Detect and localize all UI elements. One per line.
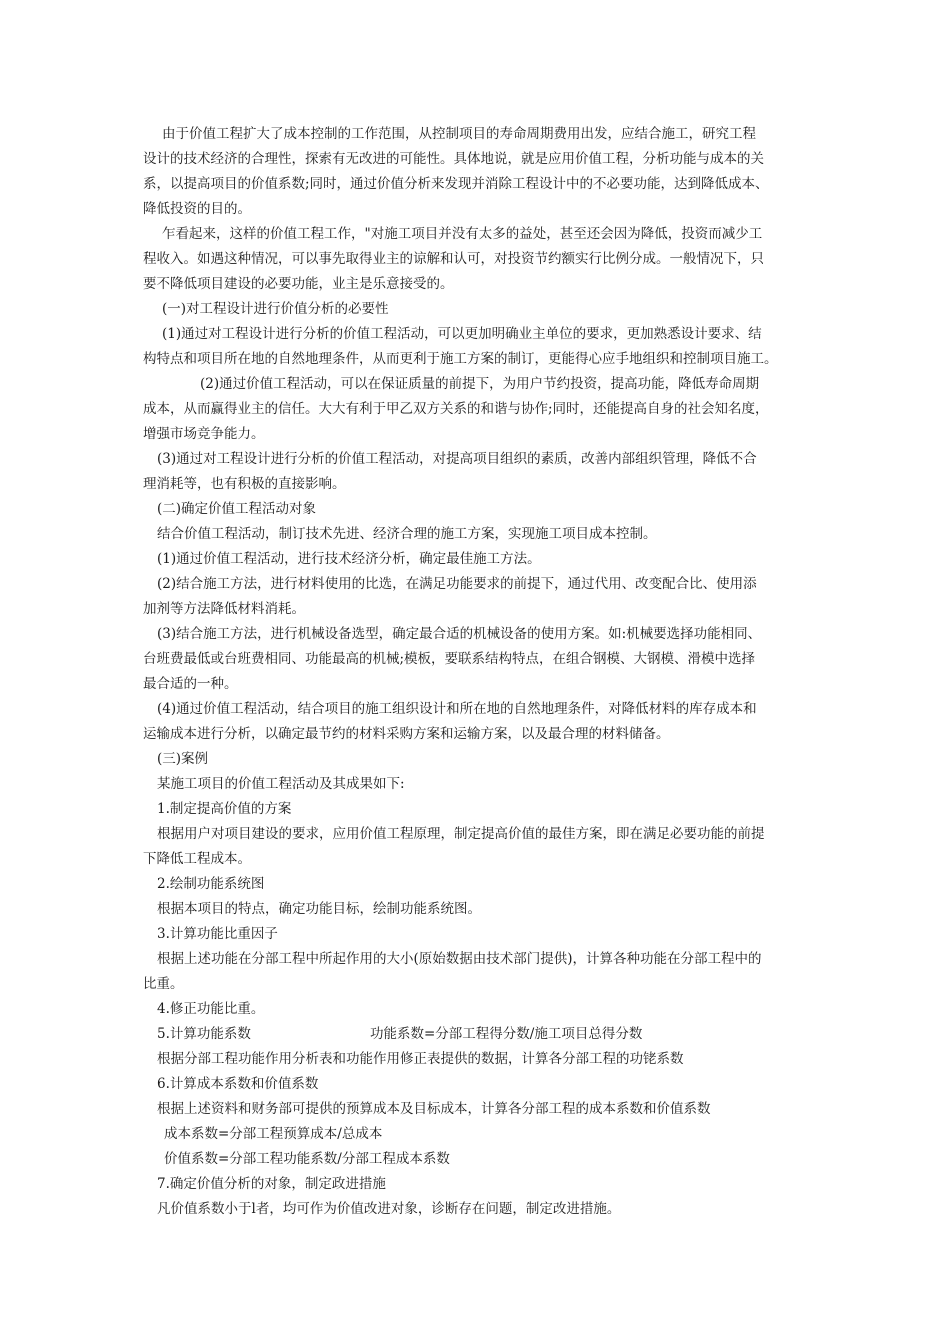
subheading: 1.制定提高价值的方案: [157, 801, 292, 817]
formula: 功能系数=分部工程得分数/施工项目总得分数: [370, 1026, 643, 1042]
text-line: 构特点和项目所在地的自然地理条件，从而更利于施工方案的制订，更能得心应手地组织和控制项目施工。: [143, 351, 778, 367]
text-line: (4)通过价值工程活动，结合项目的施工组织设计和所在地的自然地理条件，对降低材料的库存成本和: [157, 701, 757, 717]
subheading: 7.确定价值分析的对象，制定政进措施: [157, 1176, 386, 1192]
text-line: 降低投资的目的。: [143, 201, 251, 217]
text-line: (2)结合施工方法，进行材料使用的比选，在满足功能要求的前提下，通过代用、改变配合比、使用添: [157, 576, 757, 592]
text-line: 根据本项目的特点，确定功能目标，绘制功能系统图。: [157, 901, 481, 917]
text-line: 系，以提高项目的价值系数;同时，通过价值分析来发现并消除工程设计中的不必要功能，达到降低成本、: [143, 176, 769, 192]
subheading: 2.绘制功能系统图: [157, 876, 265, 892]
text-line: 凡价值系数小于l者，均可作为价值改进对象，诊断存在问题，制定改进措施。: [157, 1201, 621, 1217]
text-line: 某施工项目的价值工程活动及其成果如下:: [157, 776, 405, 792]
text-line: 结合价值工程活动，制订技术先进、经济合理的施工方案，实现施工项目成本控制。: [157, 526, 657, 542]
text-line: 增强市场竞争能力。: [143, 426, 265, 442]
text-line: 运输成本进行分析，以确定最节约的材料采购方案和运输方案，以及最合理的材料储备。: [143, 726, 670, 742]
text-line: 根据用户对项目建设的要求，应用价值工程原理，制定提高价值的最佳方案，即在满足必要功能的前提: [157, 826, 765, 842]
text-line: 根据上述资料和财务部可提供的预算成本及目标成本，计算各分部工程的成本系数和价值系数: [157, 1101, 711, 1117]
subheading: 5.计算功能系数: [157, 1026, 251, 1042]
text-line: 根据上述功能在分部工程中所起作用的大小(原始数据由技术部门提供)，计算各种功能在分部工程中的: [157, 951, 762, 967]
formula: 成本系数=分部工程预算成本/总成本: [164, 1126, 383, 1142]
formula: 价值系数=分部工程功能系数/分部工程成本系数: [164, 1151, 450, 1167]
subheading: 4.修正功能比重。: [157, 1001, 265, 1017]
text-line: 由于价值工程扩大了成本控制的工作范围，从控制项目的寿命周期费用出发，应结合施工，研究工程: [162, 126, 756, 142]
subheading: 3.计算功能比重因子: [157, 926, 278, 942]
text-line: 程收入。如遇这种情况，可以事先取得业主的谅解和认可，对投资节约额实行比例分成。一般情况下，只: [143, 251, 764, 267]
text-line: 乍看起来，这样的价值工程工作，"对施工项目并没有太多的益处，甚至还会因为降低，投资而减少工: [162, 226, 763, 242]
text-line: (3)结合施工方法，进行机械设备选型，确定最合适的机械设备的使用方案。如:机械要选择功能相同、: [157, 626, 762, 642]
text-line: (2)通过价值工程活动，可以在保证质量的前提下，为用户节约投资，提高功能，降低寿命周期: [200, 376, 760, 392]
section-heading: (三)案例: [157, 751, 209, 767]
text-line: 根据分部工程功能作用分析表和功能作用修正表提供的数据，计算各分部工程的功铑系数: [157, 1051, 684, 1067]
text-line: (1)通过价值工程活动，进行技术经济分析，确定最佳施工方法。: [157, 551, 541, 567]
text-line: 比重。: [143, 976, 184, 992]
text-line: 最合适的一种。: [143, 676, 238, 692]
section-heading: (一)对工程设计进行价值分析的必要性: [162, 301, 389, 317]
text-line: 台班费最低或台班费相同、功能最高的机械;模板，要联系结构特点，在组合钢模、大钢模、滑模中选择: [143, 651, 756, 667]
subheading: 6.计算成本系数和价值系数: [157, 1076, 319, 1092]
text-line: 理消耗等，也有积极的直接影响。: [143, 476, 346, 492]
section-heading: (二)确定价值工程活动对象: [157, 501, 317, 517]
text-line: 下降低工程成本。: [143, 851, 251, 867]
text-line: 设计的技术经济的合理性，探索有无改进的可能性。具体地说，就是应用价值工程，分析功能与成本的关: [143, 151, 764, 167]
text-line: 成本，从而赢得业主的信任。大大有利于甲乙双方关系的和谐与协作;同时，还能提高自身的社会知名度，: [143, 401, 769, 417]
text-line: 要不降低项目建设的必要功能，业主是乐意接受的。: [143, 276, 454, 292]
text-line: (3)通过对工程设计进行分析的价值工程活动，对提高项目组织的素质，改善内部组织管理，降低不合: [157, 451, 757, 467]
text-line: 加剂等方法降低材料消耗。: [143, 601, 305, 617]
text-line: (1)通过对工程设计进行分析的价值工程活动，可以更加明确业主单位的要求，更加熟悉设计要求、结: [162, 326, 762, 342]
